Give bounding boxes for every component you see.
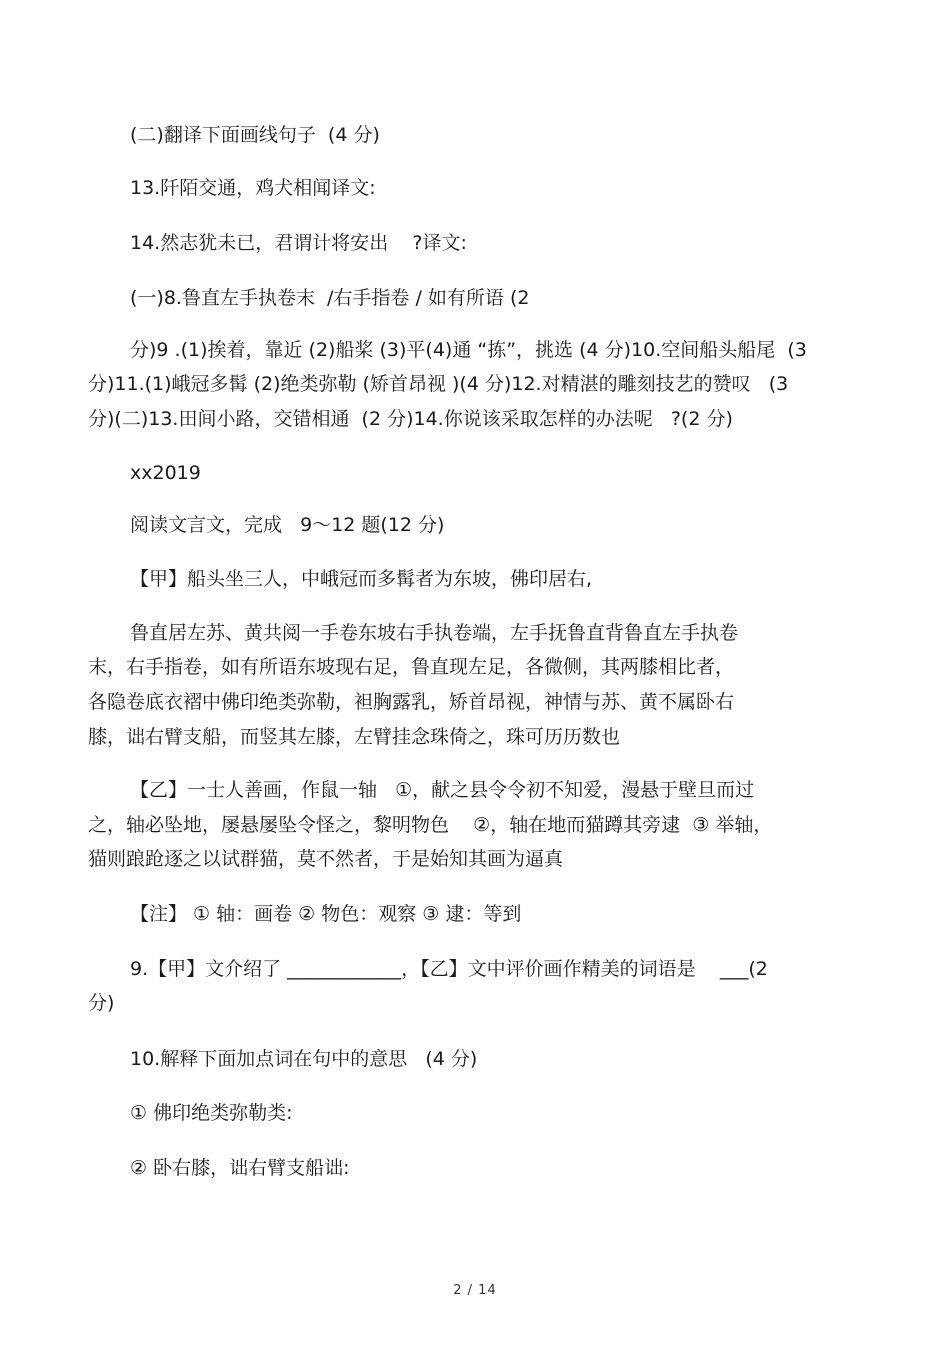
- text-line: (一)8.鲁直左手执卷末 /右手指卷 / 如有所语 (2: [130, 287, 530, 309]
- text-line: 鲁直居左苏、黄共阅一手卷东坡右手执卷端，左手抚鲁直背鲁直左手执卷: [130, 622, 739, 644]
- text-line: 【注】 ① 轴：画卷 ② 物色：观察 ③ 逮：等到: [130, 903, 522, 925]
- text-line: 猫则踉跄逐之以试群猫，莫不然者，于是始知其画为逼真: [88, 848, 564, 870]
- text-line: 【乙】一士人善画，作鼠一轴 ①，献之县令令初不知爱，漫悬于壁旦而过: [130, 779, 755, 801]
- text-line: 分)(二)13.田间小路，交错相通 (2 分)14.你说该采取怎样的办法呢 ?(2 分): [88, 408, 733, 430]
- text-line: 末，右手指卷，如有所语东坡现右足，鲁直现左足，各微侧，其两膝相比者，: [88, 656, 735, 678]
- text-line: 10.解释下面加点词在句中的意思 (4 分): [130, 1048, 478, 1070]
- text-line: ① 佛印绝类弥勒类:: [130, 1102, 293, 1124]
- page-number: 2 / 14: [453, 1283, 497, 1298]
- text-line: 13.阡陌交通，鸡犬相闻译文:: [130, 177, 376, 199]
- text-line: ② 卧右膝，诎右臂支船诎:: [130, 1157, 350, 1179]
- text-line: 阅读文言文，完成 9～12 题(12 分): [130, 514, 445, 536]
- text-line: 【甲】船头坐三人，中峨冠而多髯者为东坡，佛印居右,: [130, 568, 593, 590]
- text-line: 膝，诎右臂支船，而竖其左膝，左臂挂念珠倚之，珠可历历数也: [88, 726, 621, 748]
- text-line: xx2019: [130, 462, 201, 484]
- text-line: 之，轴必坠地，屡悬屡坠令怪之，黎明物色 ②，轴在地而猫蹲其旁逮 ③ 举轴，: [88, 814, 773, 836]
- text-line: 14.然志犹未已，君谓计将安出 ?译文:: [130, 232, 467, 254]
- text-line: (二)翻译下面画线句子 (4 分): [130, 124, 380, 146]
- text-line: 各隐卷底衣褶中佛印绝类弥勒，袒胸露乳，矫首昂视，神情与苏、黄不属卧右: [88, 691, 735, 713]
- text-line: 分)9 .(1)挨着，靠近 (2)船桨 (3)平(4)通 “拣”，挑选 (4 分)10.空间船头船尾 (3: [130, 339, 807, 361]
- text-line: 9.【甲】文介绍了 ____________，【乙】文中评价画作精美的词语是 ___(2: [130, 958, 768, 980]
- text-line: 分)11.(1)峨冠多髯 (2)绝类弥勒 (矫首昂视 )(4 分)12.对精湛的雕刻技艺的赞叹 (3: [88, 373, 789, 395]
- text-line: 分): [88, 992, 115, 1014]
